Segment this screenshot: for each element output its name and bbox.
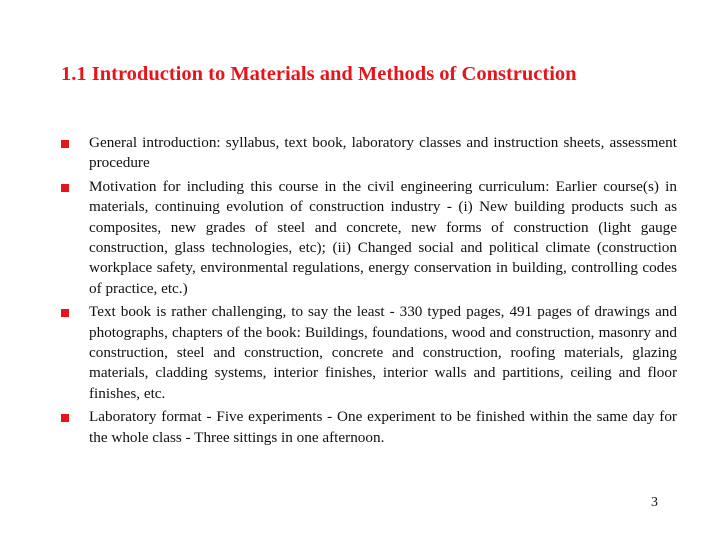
square-bullet-icon xyxy=(61,414,69,422)
list-item xyxy=(61,133,677,174)
slide-title: 1.1 Introduction to Materials and Methods of Construction xyxy=(61,63,577,85)
bullet-text: Laboratory format - Five experiments - One experiment to be finished within the same day for the whole class - Three sittings in one afternoon. xyxy=(89,408,677,446)
bullet-text: General introduction: syllabus, text book, laboratory classes and instruction sheets, assessment procedure xyxy=(89,134,677,172)
bullet-text: Text book is rather challenging, to say the least - 330 typed pages, 491 pages of drawings and photographs, chapters of the book: Buildings, foundations, wood and construction, masonry and construction, steel and construction, concrete and construction, roofing materials, glazing materials, cladding systems, interior finishes, interior walls and partitions, ceiling and floor finishes, etc. xyxy=(89,303,677,402)
list-item xyxy=(61,407,677,448)
square-bullet-icon xyxy=(61,140,69,148)
list-item xyxy=(61,177,677,299)
list-item xyxy=(61,302,677,404)
bullet-text: Motivation for including this course in the civil engineering curriculum: Earlier course(s) in materials, continuing evolution of construction industry - (i) New building products such as composites, new grades of steel and concrete, new forms of construction (light gauge construction, glass technologies, etc); (ii) Changed social and political climate (construction workplace safety, environmental regulations, energy conservation in building, controlling codes of practice, etc.) xyxy=(89,177,677,297)
square-bullet-icon xyxy=(61,184,69,192)
bullet-list xyxy=(61,133,677,451)
square-bullet-icon xyxy=(61,309,69,317)
page-number: 3 xyxy=(651,495,658,510)
